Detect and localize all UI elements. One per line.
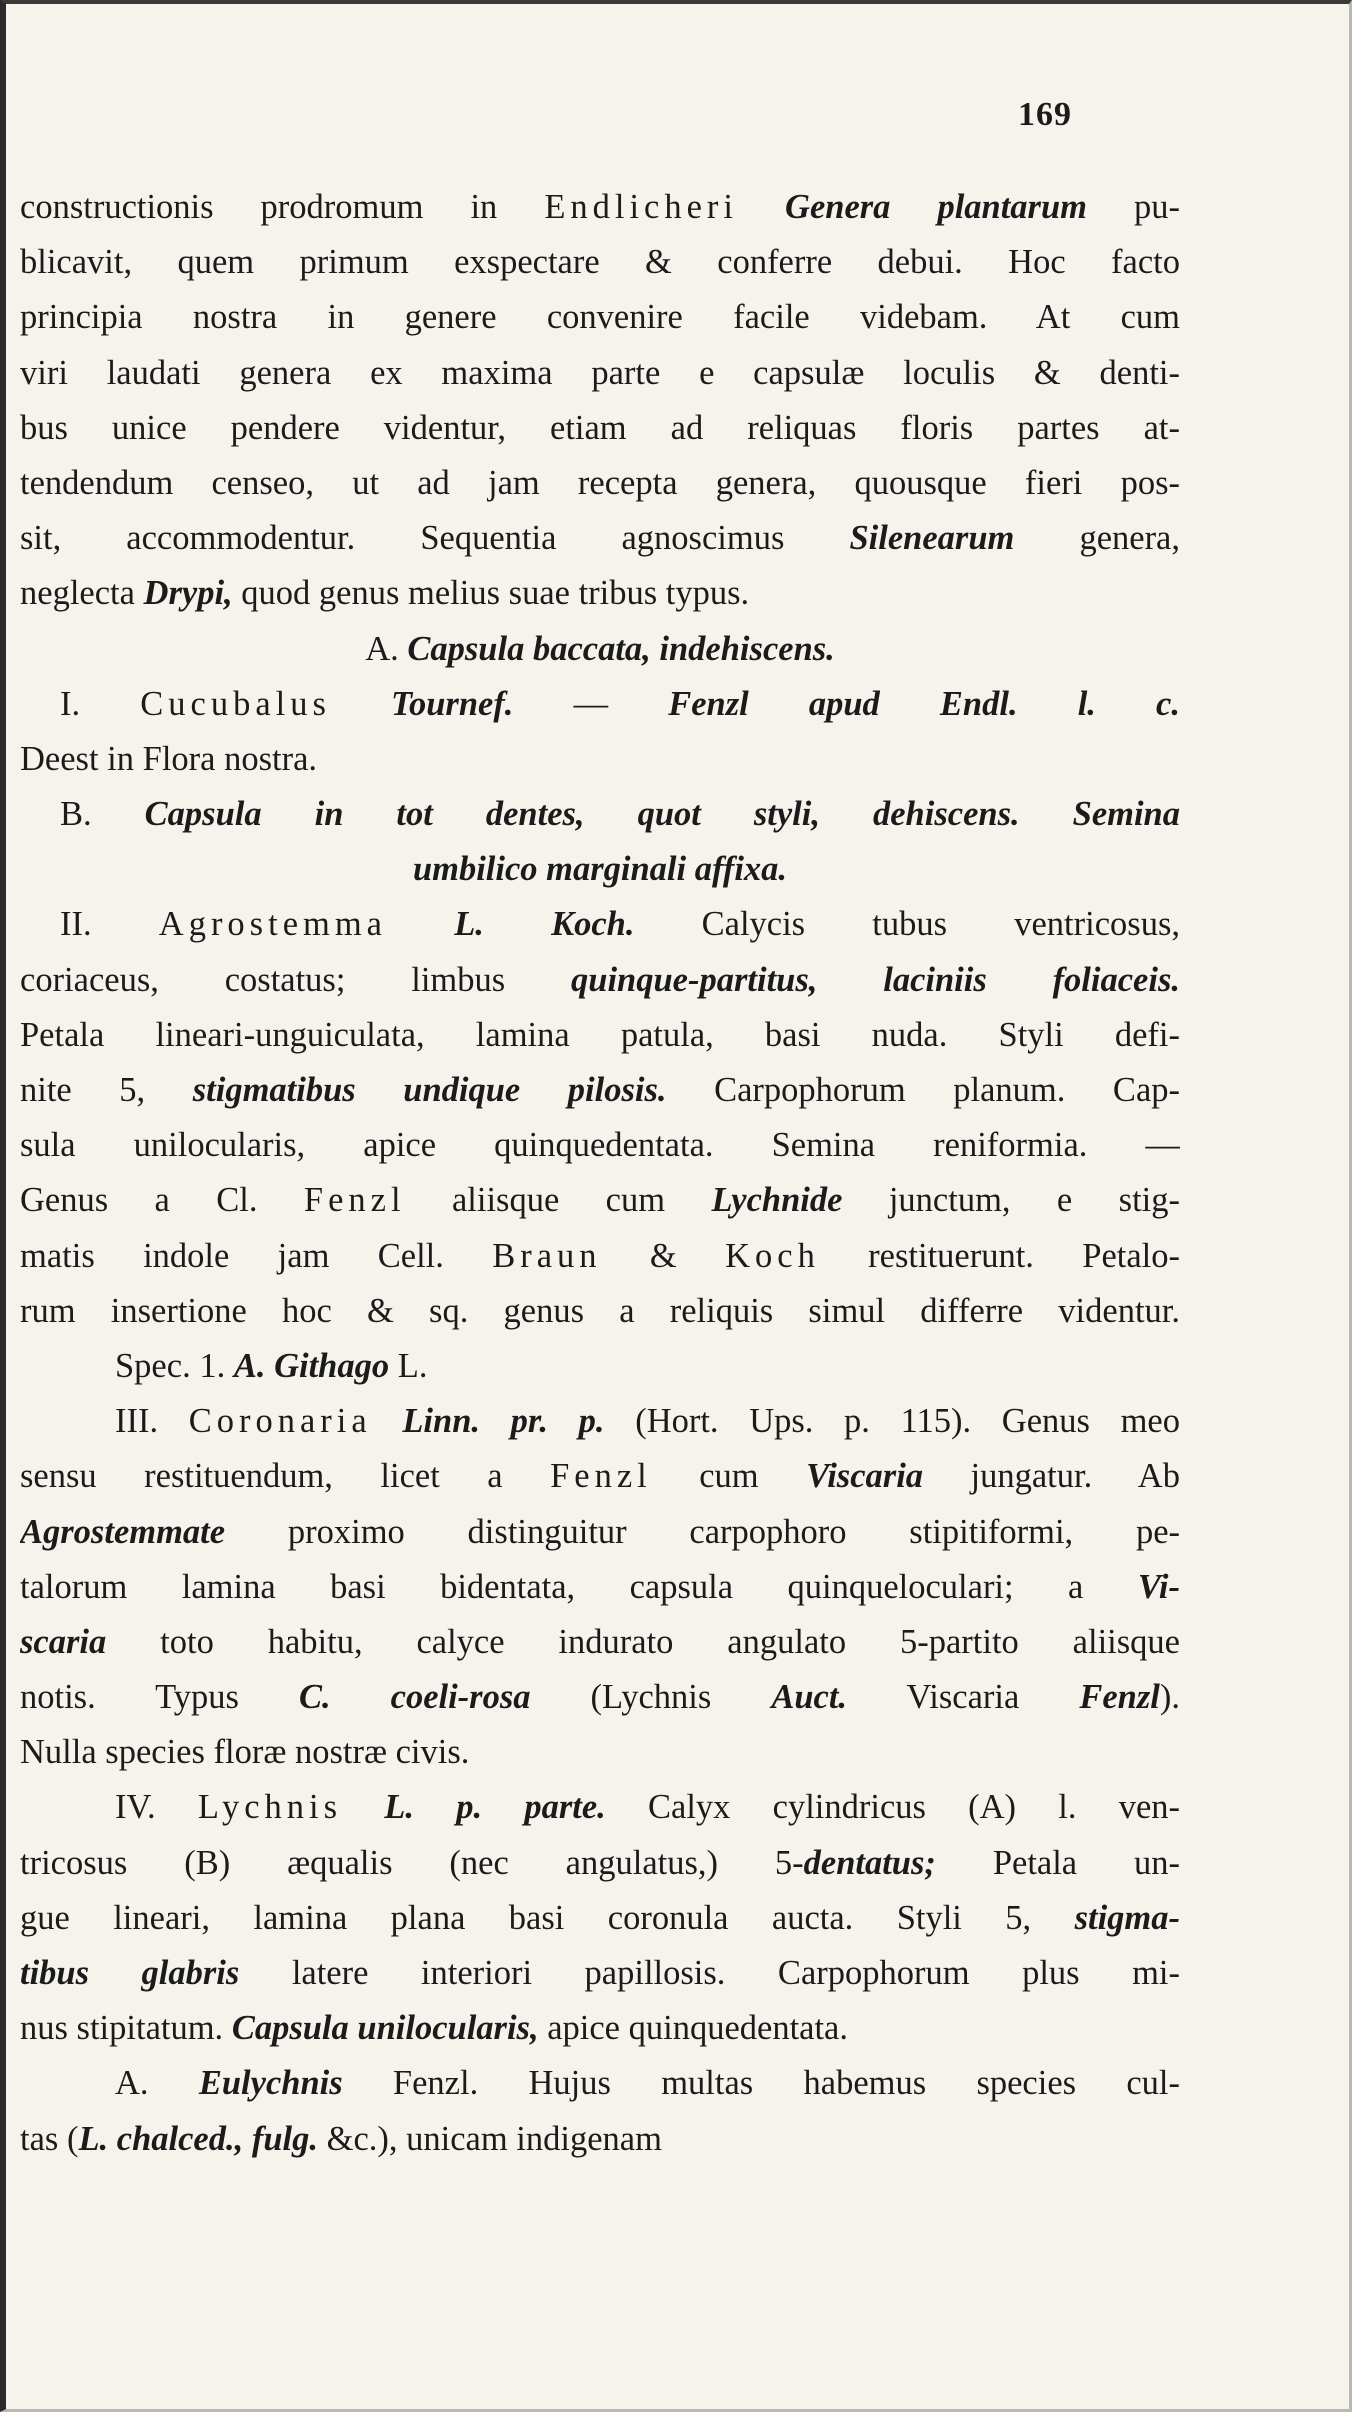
italic-run: Capsula baccata, indehiscens.: [407, 629, 835, 668]
text-run: L.: [389, 1346, 428, 1385]
italic-run: stigmatibus undique pilosis.: [192, 1071, 667, 1109]
text-line: [20, 1946, 1180, 2001]
text-line: [20, 180, 1180, 235]
text-line: [20, 1505, 1180, 1560]
text-run: III.: [115, 1402, 189, 1441]
emphasis: [771, 1678, 847, 1716]
text-run: [372, 1402, 403, 1440]
page-number: 169: [1018, 96, 1072, 133]
emphasis: [20, 1954, 239, 1992]
emphasis: [391, 685, 513, 723]
text-line: [20, 1063, 1180, 1118]
text-run: genera,: [1014, 519, 1180, 558]
emphasis: [407, 630, 834, 668]
text-run: Petala lineari-unguiculata, lamina patula, basi nuda. Styli defi-: [20, 1015, 1180, 1054]
text-run: latere interiori papillosis. Carpophorum plus mi-: [239, 1954, 1180, 1992]
text-run: aliisque cum: [405, 1181, 712, 1220]
text-line: [20, 1449, 1180, 1504]
italic-run: Lychnide: [711, 1181, 843, 1220]
text-line: [20, 732, 1180, 787]
italic-run: Fenzl: [1079, 1678, 1160, 1717]
text-line: [20, 1670, 1180, 1725]
text-run: proximo distinguitur carpophoro stipitiformi, pe-: [225, 1512, 1180, 1551]
text-run: ).: [1159, 1678, 1180, 1717]
text-line: [20, 1615, 1180, 1670]
italic-run: stigma-: [1074, 1898, 1180, 1937]
text-line: [20, 290, 1180, 345]
text-run: apice quinquedentata.: [538, 2009, 848, 2048]
text-line: [20, 346, 1180, 401]
text-run: talorum lamina basi bidentata, capsula quinqueloculari; a: [20, 1567, 1138, 1606]
emphasis: [234, 1347, 389, 1385]
emphasis: [849, 519, 1014, 557]
text-line: [20, 1229, 1180, 1284]
emphasis: [145, 795, 1180, 833]
emphasis: [402, 1402, 604, 1440]
emphasis: [454, 905, 634, 943]
text-line: [20, 677, 1180, 732]
emphasis: [571, 961, 1180, 999]
text-run: Spec. 1.: [115, 1346, 234, 1385]
text-line: [20, 1008, 1180, 1063]
emphasis: [144, 574, 233, 612]
emphasis: [413, 850, 787, 888]
text-line: [20, 842, 1180, 897]
text-run: [331, 685, 391, 723]
text-run: [738, 188, 785, 226]
italic-run: Tournef.: [391, 684, 514, 723]
text-run: notis. Typus: [20, 1678, 299, 1717]
text-line: [20, 1891, 1180, 1946]
emphasis: [785, 188, 1087, 226]
text-run: jungatur. Ab: [923, 1457, 1180, 1496]
text-run: &c.), unicam indigenam: [318, 2119, 662, 2158]
italic-run: Eulychnis: [198, 2064, 343, 2103]
italic-run: Fenzl apud Endl. l. c.: [668, 684, 1180, 723]
text-run: gue lineari, lamina plana basi coronula aucta. Styli 5,: [20, 1898, 1075, 1937]
text-run: A.: [115, 2064, 199, 2103]
text-run: sula unilocularis, apice quinquedentata. Semina reniformia. —: [20, 1126, 1180, 1165]
spaced-name: Braun: [492, 1236, 602, 1275]
emphasis: [668, 685, 1180, 723]
spaced-name: Fenzl: [303, 1181, 406, 1220]
text-run: I.: [60, 684, 141, 723]
text-run: pu-: [1087, 188, 1180, 226]
text-line: [20, 787, 1180, 842]
emphasis: [78, 2120, 318, 2158]
text-run: (Lychnis: [530, 1678, 772, 1717]
text-run: tricosus (B) æqualis (nec angulatus,) 5-: [20, 1843, 804, 1882]
emphasis: [232, 2009, 539, 2047]
text-run: A.: [365, 629, 408, 668]
text-line: [20, 2056, 1180, 2111]
italic-run: C. coeli-rosa: [298, 1678, 531, 1717]
text-run: Petala un-: [935, 1843, 1180, 1882]
text-run: (Hort. Ups. p. 115). Genus meo: [604, 1402, 1180, 1441]
spaced-name: Cucubalus: [140, 684, 331, 723]
spaced-name: Endlicheri: [544, 188, 739, 226]
emphasis: [804, 1844, 936, 1882]
text-line: [20, 1725, 1180, 1780]
italic-run: Vi-: [1137, 1567, 1180, 1606]
text-run: quod genus melius suae tribus typus.: [232, 574, 750, 613]
text-run: B.: [60, 795, 145, 834]
emphasis: [20, 1623, 106, 1661]
emphasis: [299, 1678, 531, 1716]
text-run: —: [513, 684, 669, 723]
text-run: matis indole jam Cell.: [20, 1236, 493, 1275]
text-line: [20, 2112, 1180, 2167]
text-run: restituerunt. Petalo-: [819, 1236, 1180, 1275]
text-run: principia nostra in genere convenire facile videbam. At cum: [20, 298, 1180, 337]
text-run: Genus a Cl.: [20, 1181, 304, 1220]
text-run: junctum, e stig-: [842, 1181, 1180, 1220]
text-run: nus stipitatum.: [20, 2009, 232, 2048]
text-run: Fenzl. Hujus multas habemus species cul-: [342, 2064, 1180, 2103]
spaced-name: Fenzl: [550, 1457, 652, 1496]
text-line: [20, 622, 1180, 677]
text-run: nite 5,: [20, 1071, 193, 1109]
italic-run: quinque-partitus, laciniis foliaceis.: [571, 960, 1180, 999]
text-run: bus unice pendere videntur, etiam ad reliquas floris partes at-: [20, 408, 1180, 447]
italic-run: Genera plantarum: [785, 188, 1087, 226]
text-run: II.: [60, 905, 159, 944]
text-line: [20, 456, 1180, 511]
italic-run: umbilico marginali affixa.: [412, 850, 788, 889]
emphasis: [711, 1181, 842, 1219]
italic-run: Capsula in tot dentes, quot styli, dehiscens. Semina: [144, 795, 1180, 834]
italic-run: Agrostemmate: [20, 1512, 226, 1551]
emphasis: [20, 1513, 225, 1551]
text-run: &: [601, 1236, 726, 1275]
italic-run: dentatus;: [803, 1843, 936, 1882]
italic-run: scaria: [20, 1622, 107, 1661]
text-run: coriaceus, costatus; limbus: [20, 960, 572, 999]
text-run: rum insertione hoc & sq. genus a reliquis simul differre videntur.: [20, 1291, 1180, 1330]
italic-run: L. Koch.: [454, 905, 635, 944]
text-run: constructionis prodromum in: [20, 188, 545, 226]
text-run: Viscaria: [847, 1678, 1080, 1717]
text-run: sensu restituendum, licet a: [20, 1457, 551, 1496]
text-line: [20, 1173, 1180, 1228]
text-line: [20, 1836, 1180, 1891]
spaced-name: Lychnis: [197, 1788, 343, 1827]
text-run: cum: [651, 1457, 807, 1496]
emphasis: [1079, 1678, 1160, 1716]
text-run: Calycis tubus ventricosus,: [634, 905, 1180, 944]
text-line: [20, 1339, 1180, 1394]
text-line: [20, 235, 1180, 290]
spaced-name: Agrostemma: [158, 905, 387, 944]
spaced-name: Koch: [725, 1236, 820, 1275]
text-line: [20, 511, 1180, 566]
text-run: neglecta: [20, 574, 144, 613]
italic-run: L. chalced., fulg.: [78, 2119, 318, 2158]
text-line: [20, 1284, 1180, 1339]
italic-run: Auct.: [771, 1678, 848, 1717]
text-run: Calyx cylindricus (A) l. ven-: [605, 1788, 1180, 1827]
text-line: [20, 566, 1180, 621]
italic-run: Linn. pr. p.: [402, 1402, 605, 1441]
emphasis: [1075, 1899, 1180, 1937]
text-run: Nulla species floræ nostræ civis.: [20, 1733, 470, 1772]
text-run: Carpophorum planum. Cap-: [666, 1071, 1180, 1109]
text-line: [20, 953, 1180, 1008]
italic-run: L. p. parte.: [384, 1788, 606, 1827]
emphasis: [384, 1788, 605, 1826]
emphasis: [199, 2064, 343, 2102]
italic-run: tibus glabris: [20, 1954, 240, 1992]
text-line: [20, 1780, 1180, 1835]
text-run: tendendum censeo, ut ad jam recepta genera, quousque fieri pos-: [20, 463, 1180, 502]
spaced-name: Coronaria: [188, 1402, 372, 1441]
text-run: toto habitu, calyce indurato angulato 5-partito aliisque: [106, 1622, 1180, 1661]
italic-run: A. Githago: [233, 1346, 390, 1385]
italic-run: Drypi,: [143, 574, 233, 613]
text-run: sit, accommodentur. Sequentia agnoscimus: [20, 519, 850, 558]
text-line: [20, 1394, 1180, 1449]
text-run: [387, 905, 454, 943]
text-run: [342, 1788, 384, 1826]
text-line: [20, 1560, 1180, 1615]
text-line: [20, 1118, 1180, 1173]
emphasis: [193, 1071, 667, 1109]
text-run: IV.: [115, 1788, 198, 1827]
text-run: blicavit, quem primum exspectare & conferre debui. Hoc facto: [20, 243, 1180, 282]
text-run: Deest in Flora nostra.: [20, 739, 318, 778]
body-text: [20, 180, 1180, 2167]
text-run: tas (: [20, 2119, 79, 2158]
italic-run: Capsula unilocularis,: [231, 2009, 539, 2048]
text-line: [20, 897, 1180, 952]
text-run: viri laudati genera ex maxima parte e capsulæ loculis & denti-: [20, 353, 1180, 392]
text-line: [20, 2001, 1180, 2056]
italic-run: Silenearum: [849, 519, 1015, 558]
emphasis: [1138, 1568, 1180, 1606]
emphasis: [806, 1457, 923, 1495]
italic-run: Viscaria: [806, 1457, 924, 1496]
text-line: [20, 401, 1180, 456]
